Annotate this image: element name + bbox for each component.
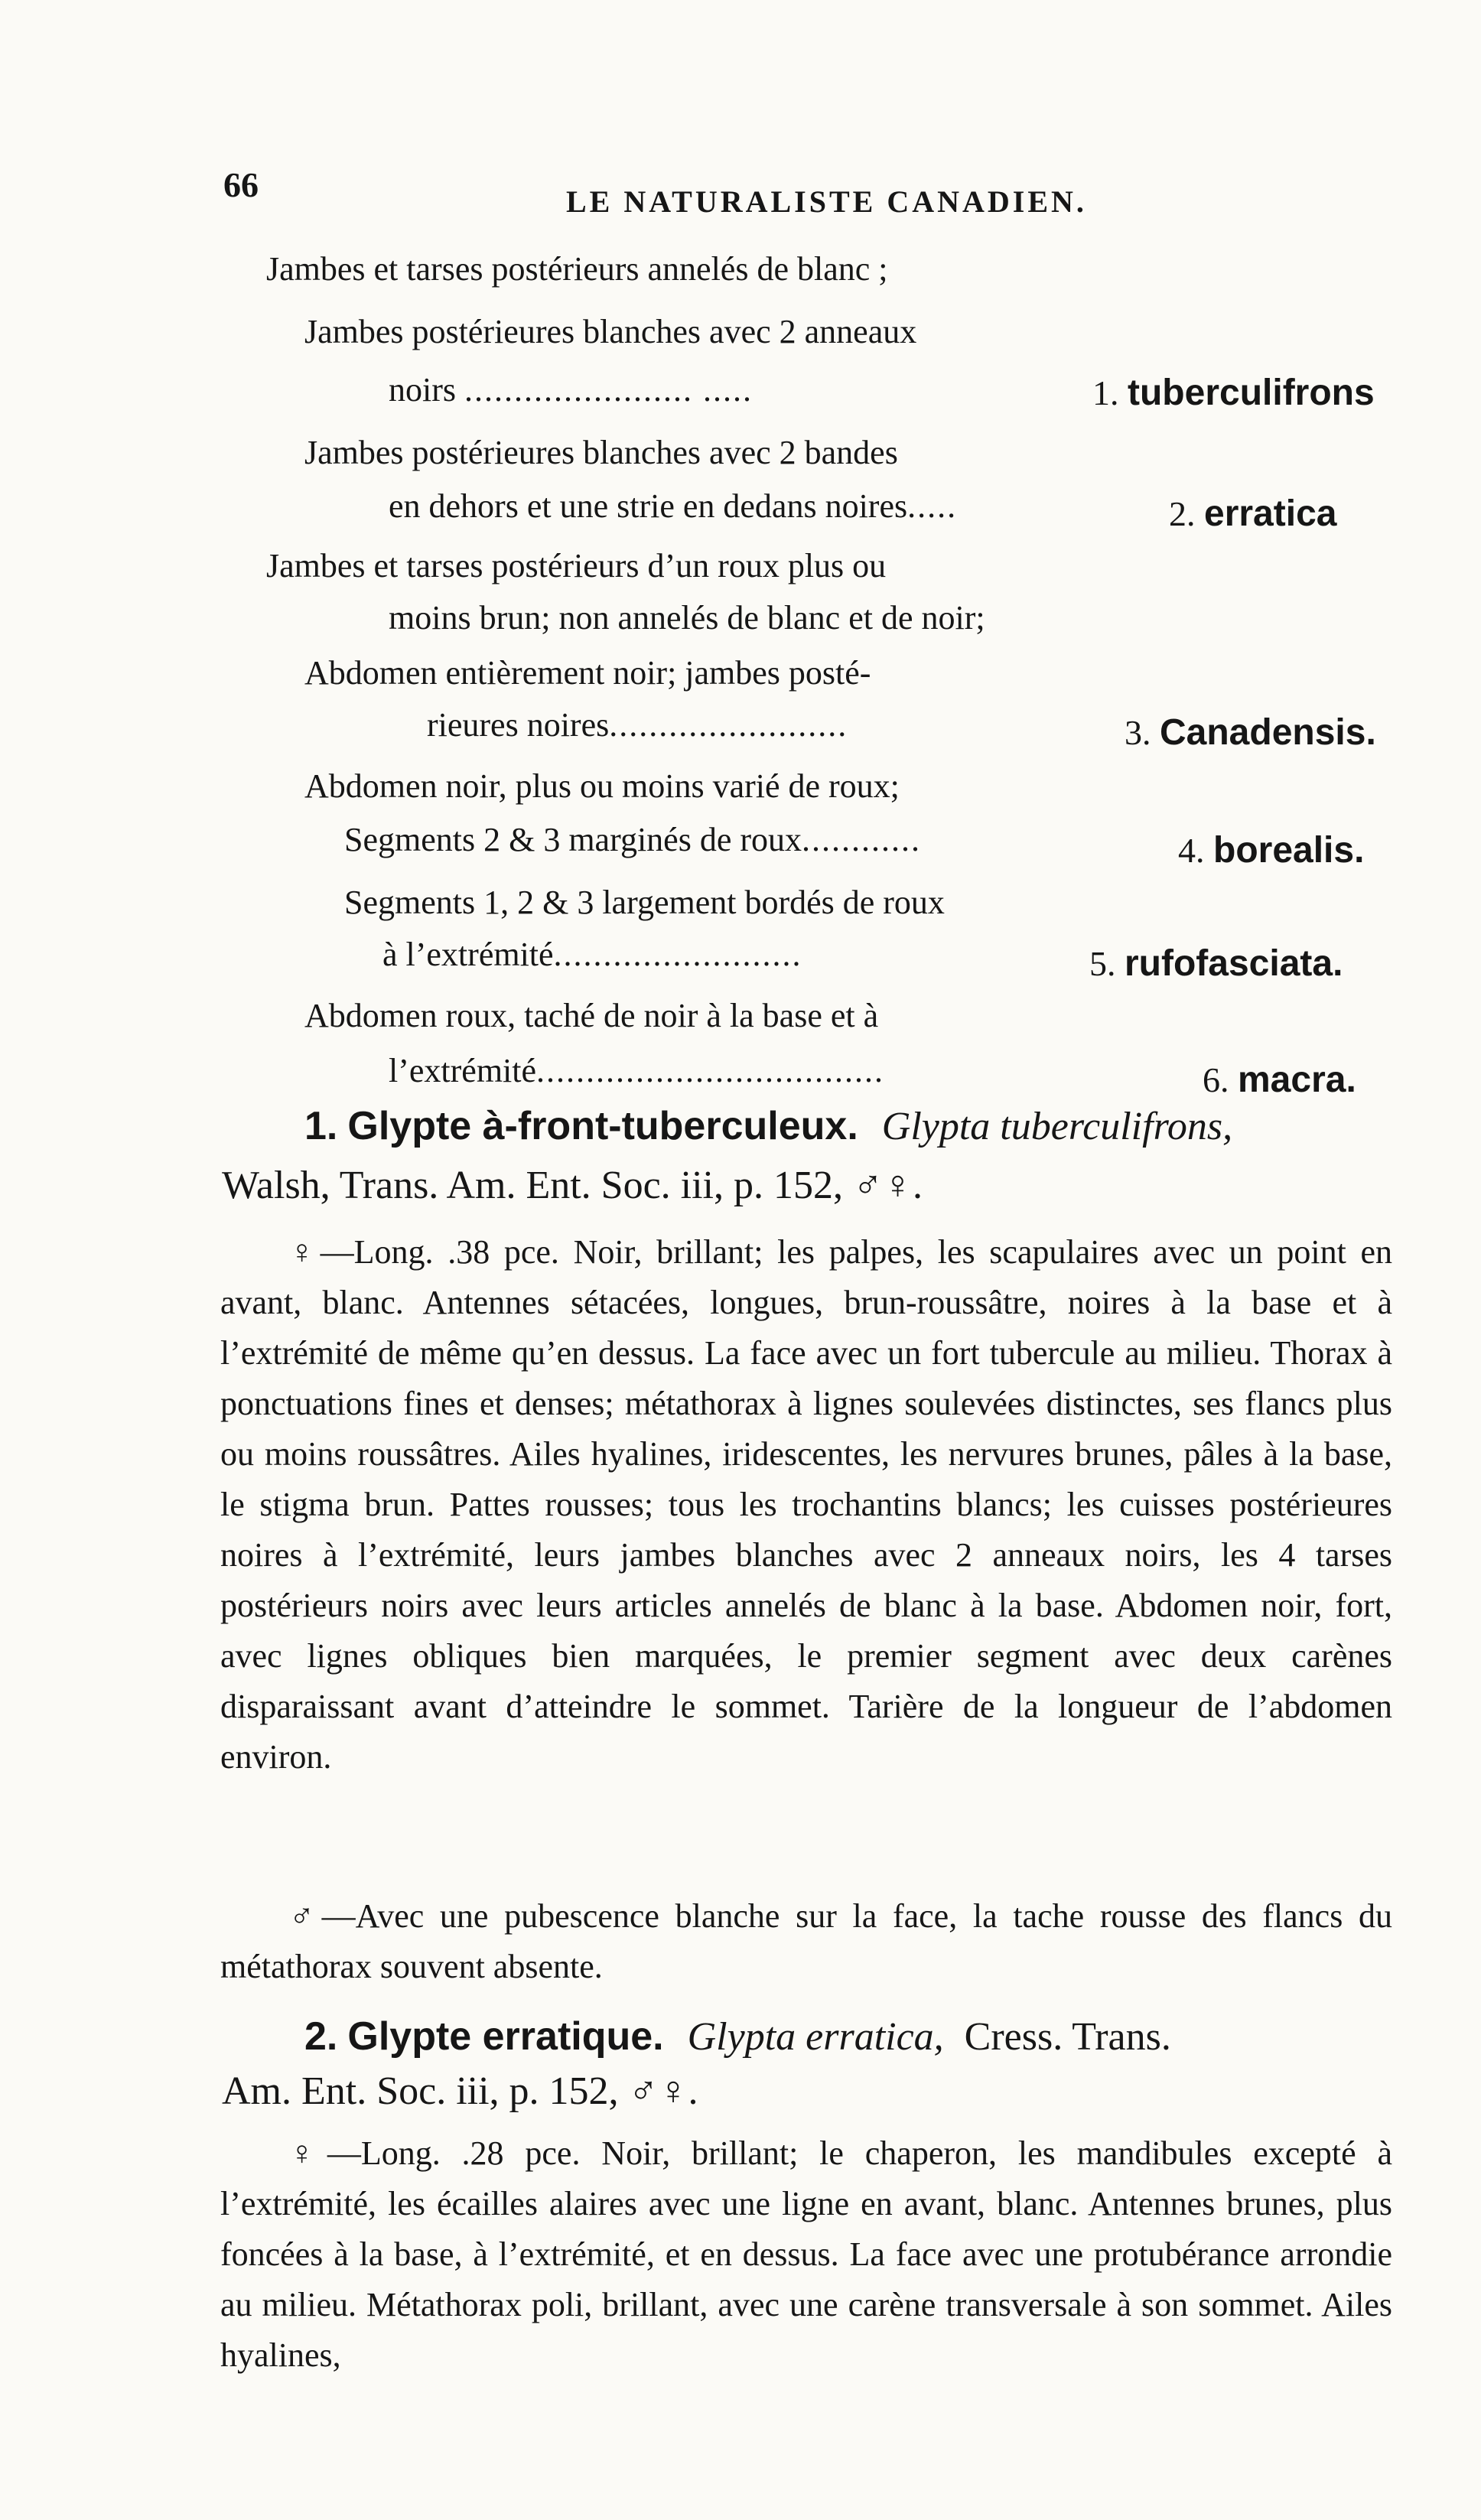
key-species-2: 2. erratica (1169, 493, 1337, 534)
species-1-male-description: ♂—Avec une pubescence blanche sur la face, la tache rousse des flancs du métathorax souvent absente. (220, 1897, 1392, 1985)
species-2-female-description: ♀—Long. .28 pce. Noir, brillant; le chaperon, les mandibules excepté à l’extrémité, les écailles alaires avec une ligne en avant, blanc. Antennes brunes, plus foncées à la base, à l’extrémité, et en dessus. La face avec une protubérance arrondie au milieu. Métathorax poli, brillant, avec une carène transversale à son sommet. Ailes hyalines, (220, 2134, 1392, 2374)
key-line: Abdomen noir, plus ou moins varié de roux; (304, 767, 900, 805)
key-line: Segments 2 & 3 marginés de roux............ (344, 821, 921, 858)
key-line: en dehors et une strie en dedans noires..... (389, 487, 958, 525)
key-line: Jambes postérieures blanches avec 2 anneaux (304, 313, 917, 350)
key-line: Abdomen entièrement noir; jambes posté- (304, 654, 871, 692)
species-1-citation: Walsh, Trans. Am. Ent. Soc. iii, p. 152, ♂♀. (222, 1164, 923, 1207)
key-species-5: 5. rufofasciata. (1089, 943, 1343, 984)
page-number: 66 (223, 165, 259, 204)
key-line: noirs ....................... ..... (389, 371, 753, 409)
key-line: Jambes et tarses postérieurs d’un roux plus ou (266, 547, 887, 584)
running-head: LE NATURALISTE CANADIEN. (566, 184, 1087, 219)
key-line: l’extrémité................................... (389, 1052, 885, 1089)
species-2-citation: Am. Ent. Soc. iii, p. 152, ♂♀. (222, 2069, 698, 2113)
key-species-4: 4. borealis. (1178, 830, 1365, 871)
species-1-heading: 1. Glypte à-front-tuberculeux. Glypta tuberculifrons, (304, 1104, 1233, 1148)
key-species-1: 1. tuberculifrons (1092, 373, 1375, 413)
key-species-3: 3. Canadensis. (1125, 712, 1376, 753)
key-species-6: 6. macra. (1203, 1060, 1356, 1100)
key-line: Segments 1, 2 & 3 largement bordés de roux (344, 884, 945, 921)
key-line: moins brun; non annelés de blanc et de noir; (389, 599, 985, 637)
key-line: rieures noires........................ (427, 706, 848, 744)
key-line: à l’extrémité......................... (382, 936, 802, 973)
species-2-heading: 2. Glypte erratique. Glypta erratica, Cress. Trans. (304, 2014, 1171, 2059)
key-line: Jambes postérieures blanches avec 2 bandes (304, 434, 898, 471)
key-line: Jambes et tarses postérieurs annelés de blanc ; (266, 250, 888, 288)
key-line: Abdomen roux, taché de noir à la base et à (304, 997, 879, 1034)
species-1-female-description: ♀—Long. .38 pce. Noir, brillant; les palpes, les scapulaires avec un point en avant, blanc. Antennes sétacées, longues, brun-roussâtre, noires à la base et à l’extrémité de même qu’en dessus. La face avec un fort tubercule au milieu. Thorax à ponctuations fines et denses; métathorax à lignes soulevées distinctes, ses flancs plus ou moins roussâtres. Ailes hyalines, iridescentes, les nervures brunes, pâles à la base, le stigma brun. Pattes rousses; tous les trochantins blancs; les cuisses postérieures noires à l’extrémité, leurs jambes blanches avec 2 anneaux noirs, les 4 tarses postérieurs noirs avec leurs articles annelés de blanc à la base. Abdomen noir, fort, avec lignes obliques bien marquées, le premier segment avec deux carènes disparaissant avant d’atteindre le sommet. Tarière de la longueur de l’abdomen environ. (220, 1233, 1392, 1776)
